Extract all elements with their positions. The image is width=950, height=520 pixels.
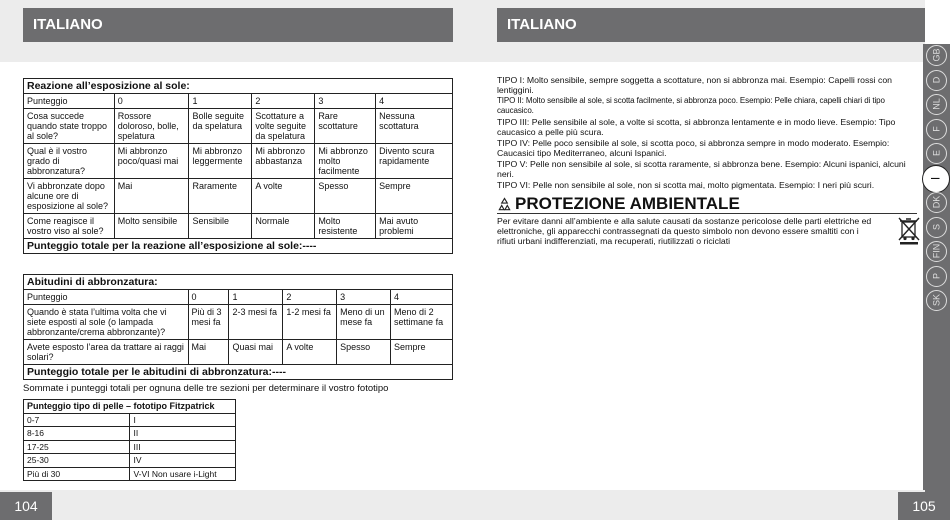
table-row [24, 179, 453, 214]
table-cell: A volte [252, 179, 315, 214]
table-cell: Meno di 2 settimane fa [391, 305, 453, 340]
language-label: S [931, 223, 942, 230]
footer-band [475, 490, 925, 520]
table-cell: Mai avuto problemi [376, 214, 453, 239]
language-label: FIN [931, 243, 942, 259]
table-cell: 8-16 [24, 427, 130, 441]
table-cell: Normale [252, 214, 315, 239]
table-row [24, 413, 236, 427]
skin-type-item: TIPO I: Molto sensibile, sempre soggetta a scottature, non si abbronza mai. Esempio: Capelli rossi con lentiggini. [497, 75, 892, 95]
table-cell: Mi abbronzo leggermente [189, 144, 252, 179]
table-cell: Più di 30 [24, 467, 130, 481]
table-row [24, 340, 453, 365]
table-cell: 2-3 mesi fa [229, 305, 283, 340]
table-cell: Sempre [376, 179, 453, 214]
language-tab-e[interactable] [926, 143, 947, 164]
table-cell: 25-30 [24, 454, 130, 468]
table-row [24, 454, 236, 468]
table-title: Reazione all’esposizione al sole: [24, 79, 453, 94]
table-cell: 1 [189, 94, 252, 109]
table-cell: Come reagisce il vostro viso al sole? [24, 214, 115, 239]
tanning-habits-table [23, 274, 453, 380]
table-cell: Bolle seguite da spelatura [189, 109, 252, 144]
language-label: I [928, 176, 943, 180]
language-label: E [931, 150, 942, 157]
footer-band [0, 490, 475, 520]
right-page [475, 0, 950, 520]
table-cell: Quando è stata l’ultima volta che vi siete esposti al sole (o lampada abbronzante/crema abbronzante)? [24, 305, 189, 340]
table-total: Punteggio totale per la reazione all’esposizione al sole:---- [24, 239, 453, 254]
table-cell: V-VI Non usare i-Light [130, 467, 236, 481]
table-cell: II [130, 427, 236, 441]
table-total-row [24, 365, 453, 380]
page-header-title: ITALIANO [497, 8, 925, 42]
language-tab-nl[interactable] [926, 94, 947, 115]
table-cell: IV [130, 454, 236, 468]
table-row [24, 94, 453, 109]
table-cell: Molto sensibile [114, 214, 189, 239]
table-cell: Punteggio [24, 290, 189, 305]
table-cell: 3 [315, 94, 376, 109]
table-cell: Cosa succede quando state troppo al sole? [24, 109, 115, 144]
table-row [24, 290, 453, 305]
table-cell: 1 [229, 290, 283, 305]
table-cell: 1-2 mesi fa [283, 305, 337, 340]
table-cell: Spesso [315, 179, 376, 214]
crossed-out-bin-icon [897, 215, 921, 250]
recycle-icon [497, 197, 512, 217]
language-label: SK [931, 294, 942, 307]
table-cell: Mi abbronzo abbastanza [252, 144, 315, 179]
table-cell: A volte [283, 340, 337, 365]
table-cell: Qual è il vostro grado di abbronzatura? [24, 144, 115, 179]
table-cell: Avete esposto l’area da trattare ai raggi solari? [24, 340, 189, 365]
table-cell: 0-7 [24, 413, 130, 427]
language-tab-p[interactable] [926, 266, 947, 287]
language-tab-s[interactable] [926, 217, 947, 238]
table-cell: 2 [252, 94, 315, 109]
table-cell: Nessuna scottatura [376, 109, 453, 144]
language-label: P [931, 272, 942, 279]
table-cell: Sensibile [189, 214, 252, 239]
table-title: Abitudini di abbronzatura: [24, 275, 453, 290]
language-tab-f[interactable] [926, 119, 947, 140]
language-label: F [931, 125, 942, 132]
table-total: Punteggio totale per le abitudini di abbronzatura:---- [24, 365, 453, 380]
table-cell: 0 [114, 94, 189, 109]
table-cell: 0 [188, 290, 229, 305]
table-cell: Scottature a volte seguite da spelatura [252, 109, 315, 144]
language-label: DK [931, 195, 942, 209]
table-cell: Più di 3 mesi fa [188, 305, 229, 340]
table-cell: Meno di un mese fa [337, 305, 391, 340]
table-cell: III [130, 440, 236, 454]
language-tab-dk[interactable] [926, 192, 947, 213]
language-tab-gb[interactable] [926, 45, 947, 66]
table-cell: Punteggio [24, 94, 115, 109]
table-title-row [24, 79, 453, 94]
table-total-row [24, 239, 453, 254]
page-number: 105 [898, 492, 950, 520]
table-row [24, 440, 236, 454]
table-cell: Mai [188, 340, 229, 365]
table-cell: Mi abbronzo poco/quasi mai [114, 144, 189, 179]
environment-title: PROTEZIONE AMBIENTALE [515, 194, 740, 213]
sun-reaction-table [23, 78, 453, 254]
language-tab-fin[interactable] [926, 241, 947, 262]
language-label: NL [931, 98, 942, 110]
language-tab-sk[interactable] [926, 290, 947, 311]
page-header-title: ITALIANO [23, 8, 453, 42]
page-number: 104 [0, 492, 52, 520]
table-cell: 17-25 [24, 440, 130, 454]
table-cell: Quasi mai [229, 340, 283, 365]
skin-type-item: TIPO V: Pelle non sensibile al sole, si scotta raramente, si abbronza bene. Esempio: Alcuni ispanici, alcuni neri. [497, 159, 906, 179]
language-label: GB [931, 48, 942, 62]
table-title-row [24, 275, 453, 290]
language-label: D [931, 76, 942, 83]
table-row [24, 427, 236, 441]
skin-type-item: TIPO VI: Pelle non sensibile al sole, non si scotta mai, molto pigmentata. Esempio: I neri più scuri. [497, 180, 875, 190]
table-title-row [24, 400, 236, 414]
table-cell: Mi abbronzo molto facilmente [315, 144, 376, 179]
table-cell: 4 [376, 94, 453, 109]
table-row [24, 144, 453, 179]
table-cell: Spesso [337, 340, 391, 365]
table-cell: 2 [283, 290, 337, 305]
table-cell: Rossore doloroso, bolle, spelatura [114, 109, 189, 144]
table-cell: 4 [391, 290, 453, 305]
table-cell: Rare scottature [315, 109, 376, 144]
table-cell: I [130, 413, 236, 427]
skin-types-list [497, 75, 907, 191]
skin-type-item: TIPO IV: Pelle poco sensibile al sole, si scotta poco, si abbronza sempre in modo moderato. Esempio: Caucasici tipo Mediterraneo, alcuni Ispanici. [497, 138, 890, 158]
table-cell: Mai [114, 179, 189, 214]
divider [497, 213, 917, 214]
table-cell: Molto resistente [315, 214, 376, 239]
language-tab-d[interactable] [926, 70, 947, 91]
language-tab-i[interactable] [922, 165, 950, 193]
skin-type-item: TIPO II: Molto sensibile al sole, si scotta facilmente, si abbronza poco. Esempio: Pelle chiara, capelli chiari di tipo caucasico. [497, 96, 885, 115]
table-cell: Sempre [391, 340, 453, 365]
table-cell: Divento scura rapidamente [376, 144, 453, 179]
fitzpatrick-table [23, 399, 236, 481]
environment-text: Per evitare danni all’ambiente e alla salute causati da sostanze pericolose delle parti elettriche ed elettroniche, gli apparecchi contrassegnati da questo simbolo non devono essere smaltiti con i rifiuti urbani indifferenziati, ma recuperati, riutilizzati o riciclati [497, 216, 872, 246]
table-cell: Raramente [189, 179, 252, 214]
skin-type-item: TIPO III: Pelle sensibile al sole, a volte si scotta, si abbronza lentamente e in modo lieve. Esempio: Tipo caucasico a pelle più scura. [497, 117, 896, 137]
sum-note: Sommate i punteggi totali per ognuna delle tre sezioni per determinare il vostro fototipo [23, 383, 389, 394]
table-title: Punteggio tipo di pelle – fototipo Fitzpatrick [24, 400, 236, 414]
table-row [24, 214, 453, 239]
table-cell: 3 [337, 290, 391, 305]
table-row [24, 467, 236, 481]
table-cell: Vi abbronzate dopo alcune ore di esposizione al sole? [24, 179, 115, 214]
table-row [24, 109, 453, 144]
table-row [24, 305, 453, 340]
